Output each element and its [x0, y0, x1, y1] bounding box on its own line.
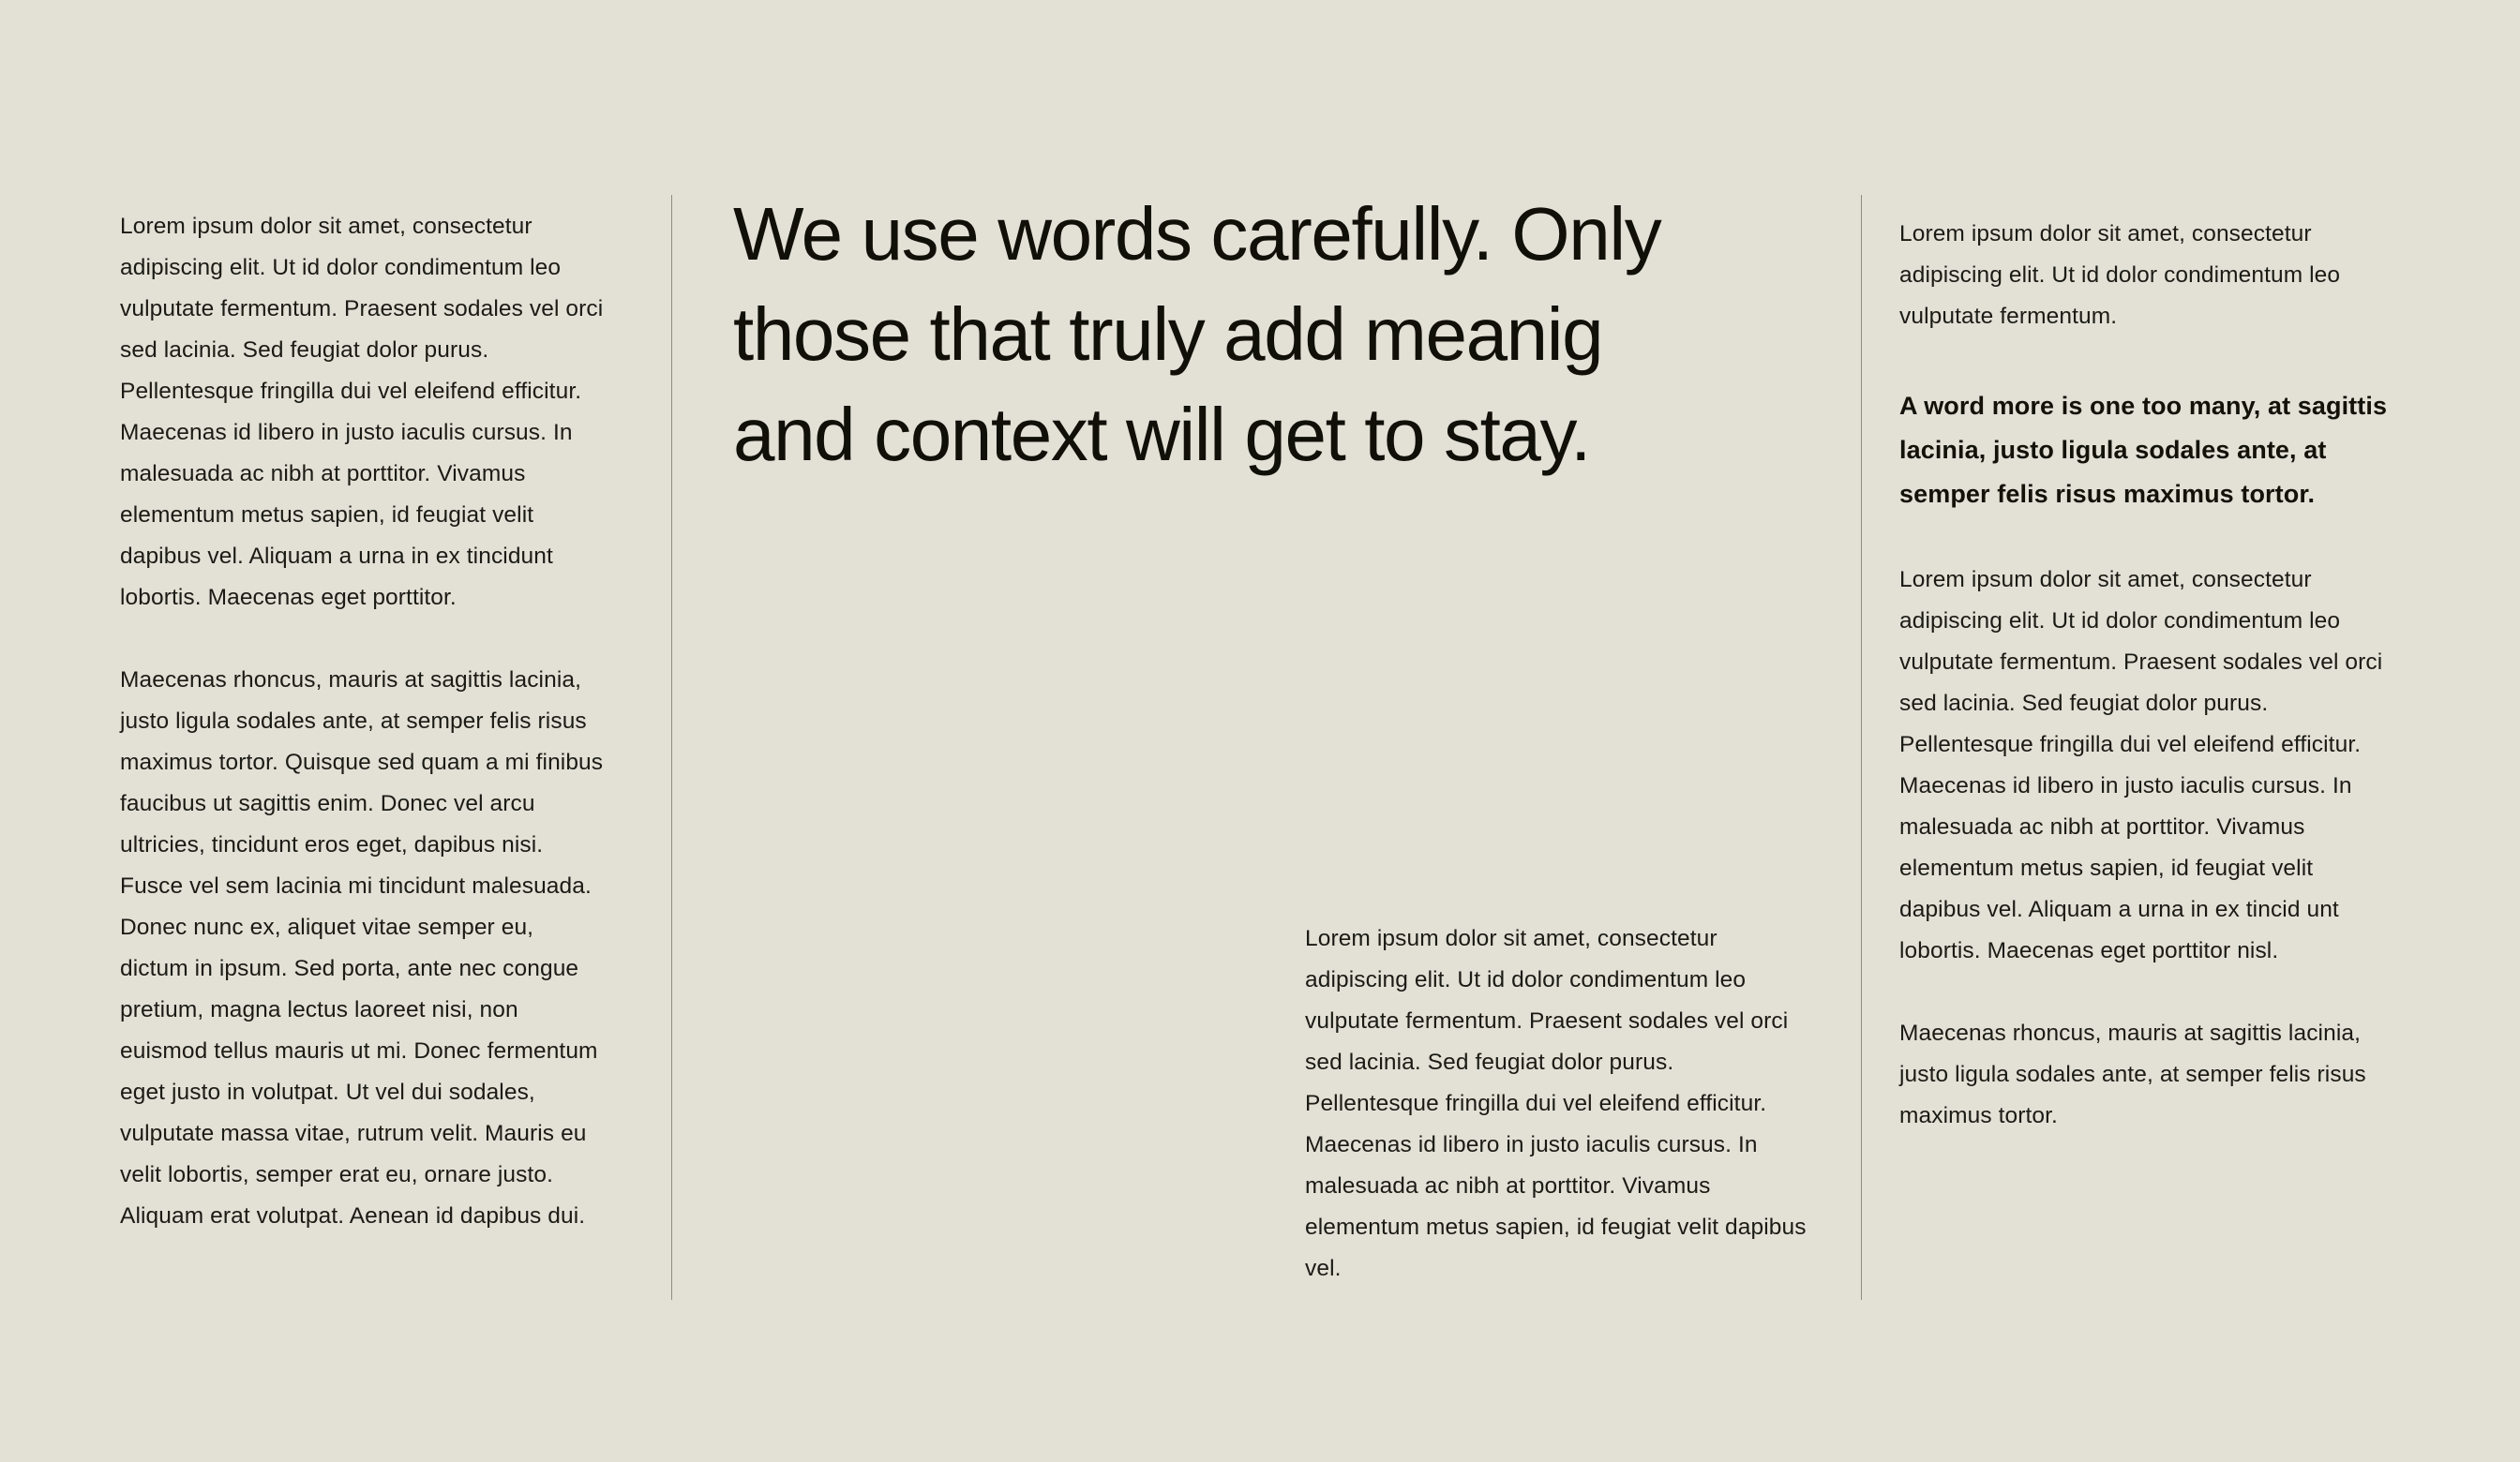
left-text-column	[120, 206, 608, 1237]
column-divider-right	[1861, 195, 1862, 1300]
right-intro-paragraph: Lorem ipsum dolor sit amet, consectetur adipiscing elit. Ut id dolor condimentum leo vulputate fermentum.	[1899, 221, 2341, 329]
center-lower-paragraph-1: Lorem ipsum dolor sit amet, consectetur adipiscing elit. Ut id dolor condimentum leo vulputate fermentum. Praesent sodales vel orci sed lacinia. Sed feugiat dolor purus. Pellentesque fringilla dui vel eleifend efficitur. Maecenas id libero in justo iaculis cursus. In malesuada ac nibh at porttitor. Vivamus elementum metus sapien, id feugiat velit dapibus vel.	[1305, 926, 1807, 1281]
headline-block	[733, 184, 1727, 485]
page-headline: We use words carefully. Only those that truly add meanig and context will get to stay.	[733, 192, 1661, 476]
left-paragraph-1: Lorem ipsum dolor sit amet, consectetur adipiscing elit. Ut id dolor condimentum leo vulputate fermentum. Praesent sodales vel orci sed lacinia. Sed feugiat dolor purus. Pellentesque fringilla dui vel eleifend efficitur. Maecenas id libero in justo iaculis cursus. In malesuada ac nibh at porttitor. Vivamus elementum metus sapien, id feugiat velit dapibus vel. Aliquam a urna in ex tincidunt lobortis. Maecenas eget porttitor.	[120, 214, 604, 610]
spacer-after-lead	[1899, 516, 2396, 559]
column-divider-left	[671, 195, 672, 1300]
right-text-column	[1899, 214, 2396, 1137]
left-paragraph-2: Maecenas rhoncus, mauris at sagittis lacinia, justo ligula sodales ante, at semper felis risus maximus tortor. Quisque sed quam a mi finibus faucibus ut sagittis enim. Donec vel arcu ultricies, tincidunt eros eget, dapibus nisi. Fusce vel sem lacinia mi tincidunt malesuada. Donec nunc ex, aliquet vitae semper eu, dictum in ipsum. Sed porta, ante nec congue pretium, magna lectus laoreet nisi, non euismod tellus mauris ut mi. Donec fermentum eget justo in volutpat. Ut vel dui sodales, vulputate massa vitae, rutrum velit. Mauris eu velit lobortis, semper erat eu, ornare justo. Aliquam erat volutpat. Aenean id dapibus dui.	[120, 667, 604, 1229]
spacer-before-lead	[1899, 337, 2396, 384]
right-lead-paragraph: A word more is one too many, at sagittis lacinia, justo ligula sodales ante, at semper felis risus maximus tortor.	[1899, 392, 2388, 508]
center-lower-text-column	[1305, 918, 1811, 1290]
right-paragraph-1: Lorem ipsum dolor sit amet, consectetur adipiscing elit. Ut id dolor condimentum leo vulputate fermentum. Praesent sodales vel orci sed lacinia. Sed feugiat dolor purus. Pellentesque fringilla dui vel eleifend efficitur. Maecenas id libero in justo iaculis cursus. In malesuada ac nibh at porttitor. Vivamus elementum metus sapien, id feugiat velit dapibus vel. Aliquam a urna in ex tincid unt lobortis. Maecenas eget porttitor nisl.	[1899, 567, 2383, 963]
right-paragraph-2: Maecenas rhoncus, mauris at sagittis lacinia, justo ligula sodales ante, at semper felis risus maximus tortor.	[1899, 1021, 2366, 1128]
